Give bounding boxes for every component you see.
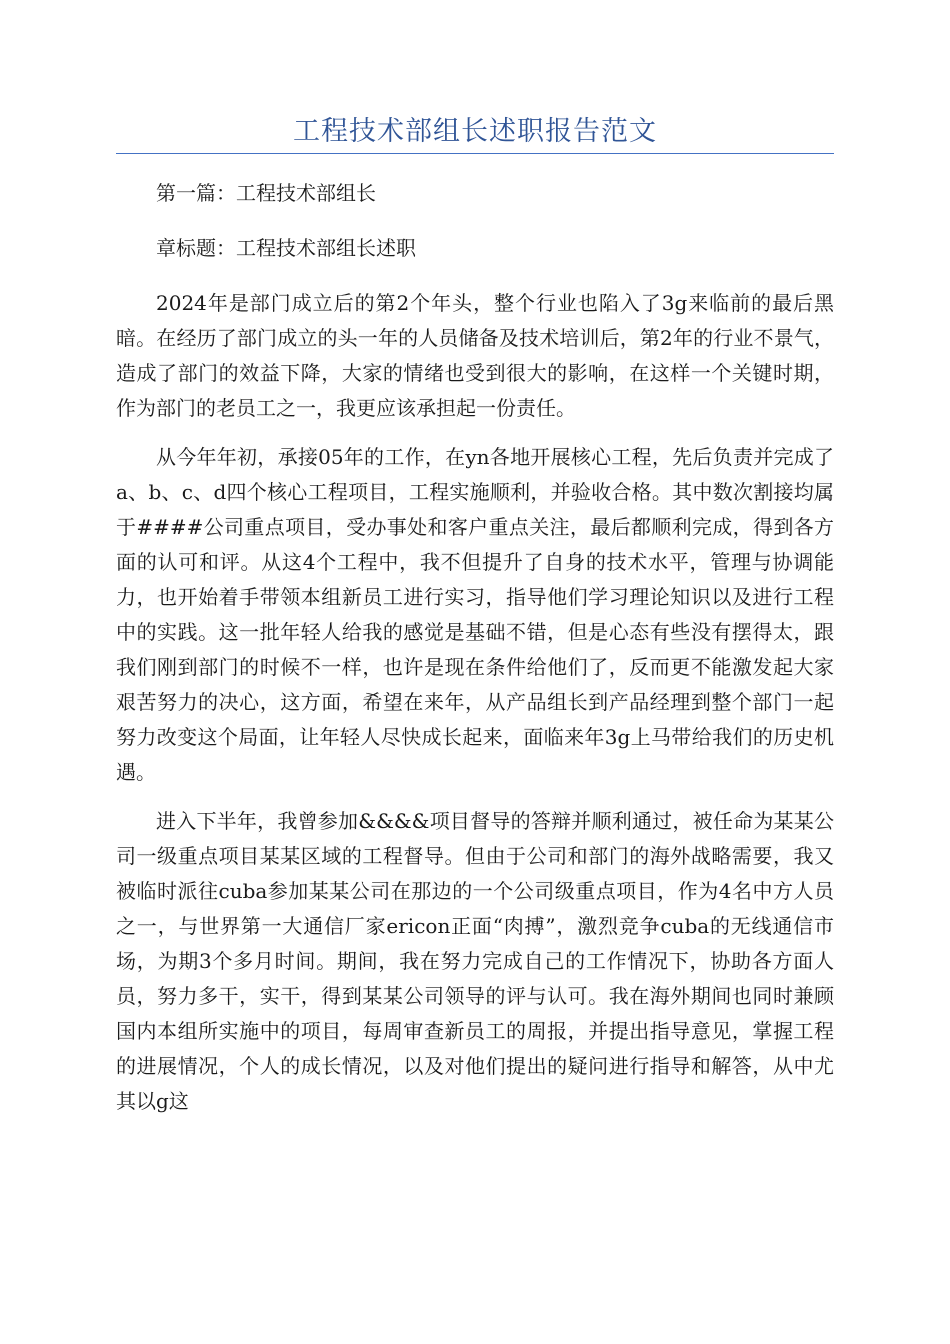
title-underline xyxy=(116,153,834,154)
document-title: 工程技术部组长述职报告范文 xyxy=(293,116,657,147)
body-paragraph: 进入下半年，我曾参加&&&&项目督导的答辩并顺利通过，被任命为某某公司一级重点项目某某区域的工程督导。但由于公司和部门的海外战略需要，我又被临时派往cuba参加某某公司在那边的一个公司级重点项目，作为4名中方人员之一，与世界第一大通信厂家ericon正面“肉搏”，激烈竞争cuba的无线通信市场，为期3个多月时间。期间，我在努力完成自己的工作情况下，协助各方面人员，努力多干，实干，得到某某公司领导的评与认可。我在海外期间也同时兼顾国内本组所实施中的项目，每周审查新员工的周报，并提出指导意见，掌握工程的进展情况，个人的成长情况，以及对他们提出的疑问进行指导和解答，从中尤其以g这 xyxy=(116,809,834,1113)
section-heading: 第一篇：工程技术部组长 xyxy=(156,181,376,205)
body-paragraph: 2024年是部门成立后的第2个年头，整个行业也陷入了3g来临前的最后黑暗。在经历了部门成立的头一年的人员储备及技术培训后，第2年的行业不景气，造成了部门的效益下降，大家的情绪也受到很大的影响，在这样一个关键时期，作为部门的老员工之一，我更应该承担起一份责任。 xyxy=(116,291,834,420)
body-paragraph: 从今年年初，承接05年的工作，在yn各地开展核心工程，先后负责并完成了a、b、c、d四个核心工程项目，工程实施顺利，并验收合格。其中数次割接均属于####公司重点项目，受办事处和客户重点关注，最后都顺利完成，得到各方面的认可和评。从这4个工程中，我不但提升了自身的技术水平，管理与协调能力，也开始着手带领本组新员工进行实习，指导他们学习理论知识以及进行工程中的实践。这一批年轻人给我的感觉是基础不错，但是心态有些没有摆得太，跟我们刚到部门的时候不一样，也许是现在条件给他们了，反而更不能激发起大家艰苦努力的决心，这方面，希望在来年，从产品组长到产品经理到整个部门一起努力改变这个局面，让年轻人尽快成长起来，面临来年3g上马带给我们的历史机遇。 xyxy=(116,445,834,784)
chapter-heading: 章标题：工程技术部组长述职 xyxy=(156,236,416,260)
document-body xyxy=(116,176,834,1133)
